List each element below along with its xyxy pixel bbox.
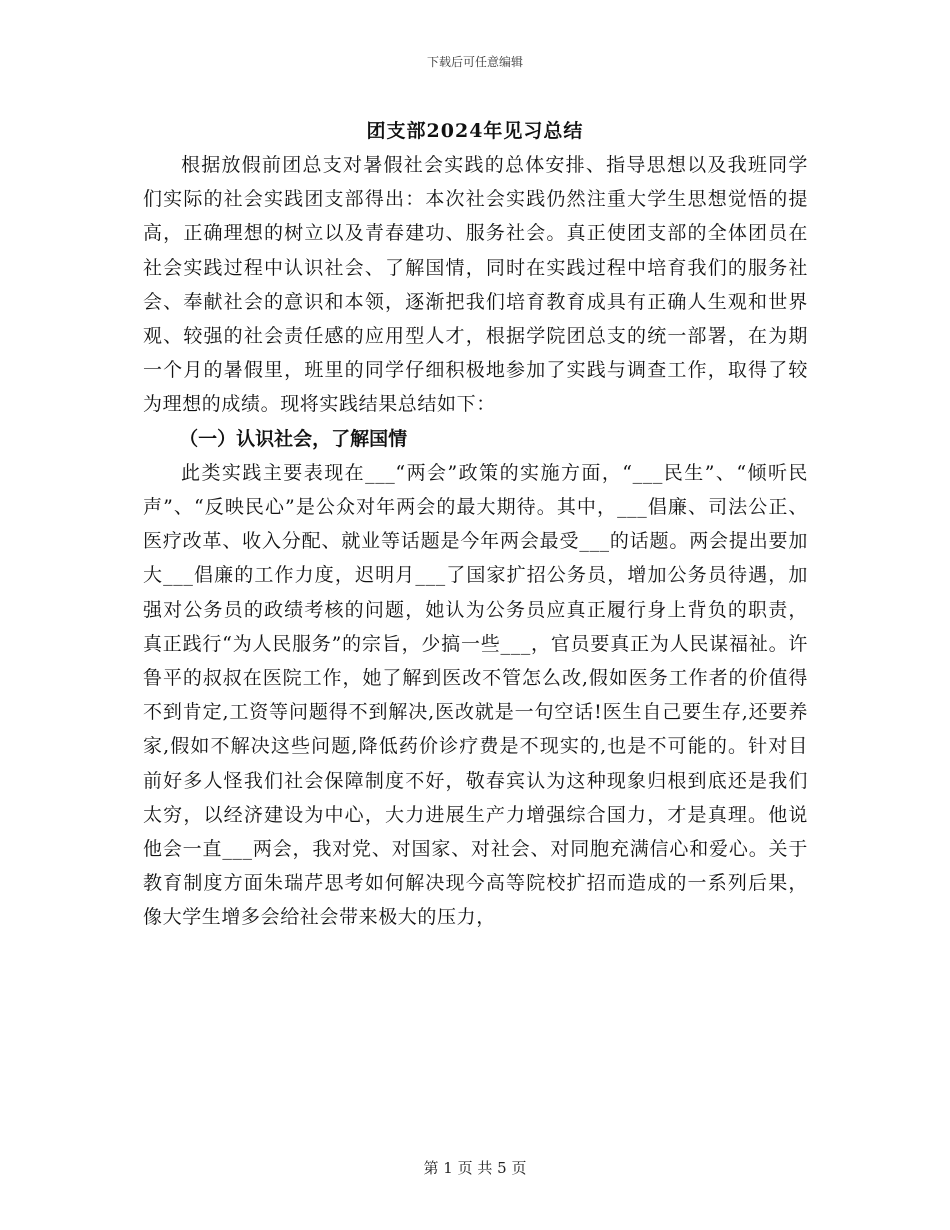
- document-body: [143, 148, 808, 935]
- intro-paragraph: 根据放假前团总支对暑假社会实践的总体安排、指导思想以及我班同学们实际的社会实践团支部得出：本次社会实践仍然注重大学生思想觉悟的提高，正确理想的树立以及青春建功、服务社会。真正使团支部的全体团员在社会实践过程中认识社会、了解国情，同时在实践过程中培育我们的服务社会、奉献社会的意识和本领，逐渐把我们培育教育成具有正确人生观和世界观、较强的社会责任感的应用型人才，根据学院团总支的统一部署，在为期一个月的暑假里，班里的同学仔细积极地参加了实践与调查工作，取得了较为理想的成绩。现将实践结果总结如下：: [143, 154, 808, 416]
- section-heading: （一）认识社会，了解国情: [179, 427, 408, 450]
- section-paragraph: 此类实践主要表现在___“两会”政策的实施方面，“___民生”、“倾听民声”、“反映民心”是公众对年两会的最大期待。其中，___倡廉、司法公正、医疗改革、收入分配、就业等话题是今年两会最受___的话题。两会提出要加大___倡廉的工作力度，迟明月___了国家扩招公务员，增加公务员待遇，加强对公务员的政绩考核的问题，她认为公务员应真正履行身上背负的职责，真正践行“为人民服务”的宗旨，少搞一些___，官员要真正为人民谋福祉。许鲁平的叔叔在医院工作，她了解到医改不管怎么改,假如医务工作者的价值得不到肯定,工资等问题得不到解决,医改就是一句空话!医生自己要生存,还要养家,假如不解决这些问题,降低药价诊疗费是不现实的,也是不可能的。针对目前好多人怪我们社会保障制度不好，敬春宾认为这种现象归根到底还是我们太穷，以经济建设为中心，大力进展生产力增强综合国力，才是真理。他说他会一直___两会，我对党、对国家、对社会、对同胞充满信心和爱心。关于教育制度方面朱瑞芹思考如何解决现今高等院校扩招而造成的一系列后果，像大学生增多会给社会带来极大的压力，: [143, 461, 808, 929]
- page-footer: 第 1 页 共 5 页: [423, 1159, 527, 1177]
- page-header-note: 下载后可任意编辑: [426, 55, 523, 69]
- document-title: 团支部2024年见习总结: [366, 120, 584, 142]
